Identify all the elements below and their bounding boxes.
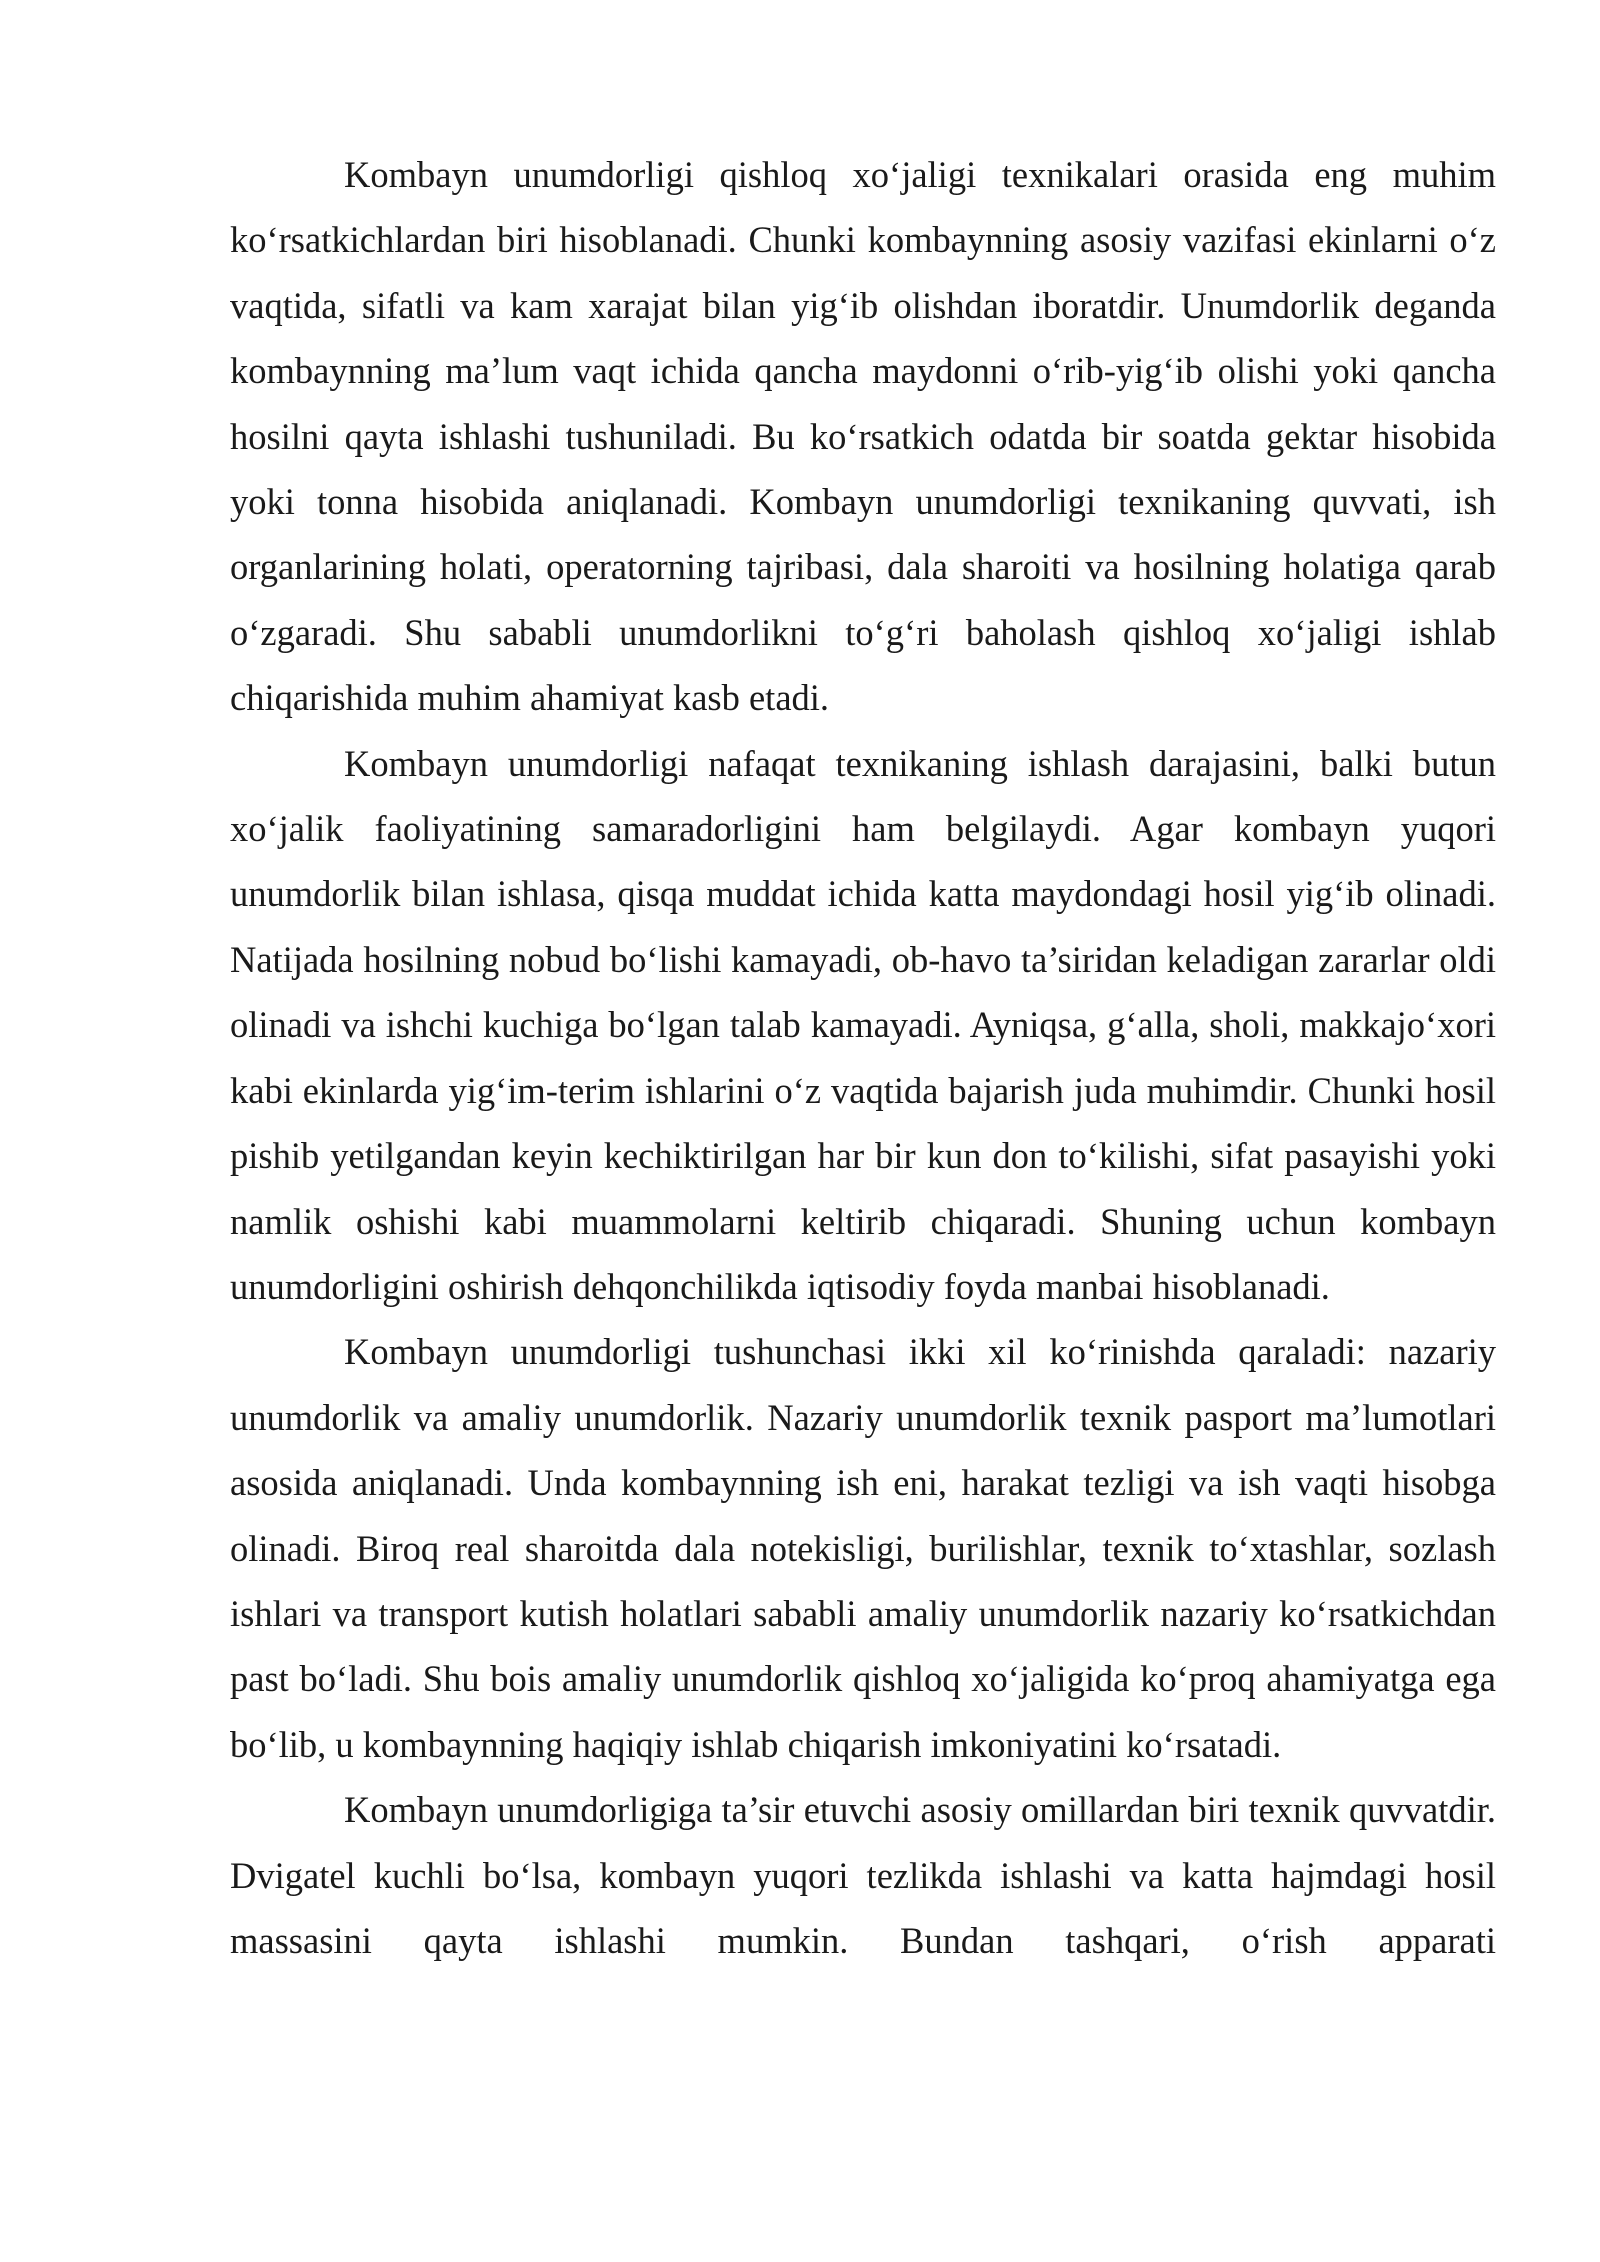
paragraph: Kombayn unumdorligiga ta’sir etuvchi asosiy omillardan biri texnik quvvatdir. Dvigatel kuchli bo‘lsa, kombayn yuqori tezlikda ishlashi va katta hajmdagi hosil massasini qayta ishlashi mumkin. Bundan tashqari, o‘rish apparati	[230, 1789, 1496, 1961]
paragraph: Kombayn unumdorligi tushunchasi ikki xil ko‘rinishda qaraladi: nazariy unumdorlik va amaliy unumdorlik. Nazariy unumdorlik texnik pasport ma’lumotlari asosida aniqlanadi. Unda kombaynning ish eni, harakat tezligi va ish vaqti hisobga olinadi. Biroq real sharoitda dala notekisligi, burilishlar, texnik to‘xtashlar, sozlash ishlari va transport kutish holatlari sababli amaliy unumdorlik nazariy ko‘rsatkichdan past bo‘ladi. Shu bois amaliy unumdorlik qishloq xo‘jaligida ko‘proq ahamiyatga ega bo‘lib, u kombaynning haqiqiy ishlab chiqarish imkoniyatini ko‘rsatadi.	[230, 1331, 1496, 1765]
document-page	[230, 142, 1496, 1973]
paragraph: Kombayn unumdorligi qishloq xo‘jaligi texnikalari orasida eng muhim ko‘rsatkichlardan biri hisoblanadi. Chunki kombaynning asosiy vazifasi ekinlarni o‘z vaqtida, sifatli va kam xarajat bilan yig‘ib olishdan iboratdir. Unumdorlik deganda kombaynning ma’lum vaqt ichida qancha maydonni o‘rib-yig‘ib olishi yoki qancha hosilni qayta ishlashi tushuniladi. Bu ko‘rsatkich odatda bir soatda gektar hisobida yoki tonna hisobida aniqlanadi. Kombayn unumdorligi texnikaning quvvati, ish organlarining holati, operatorning tajribasi, dala sharoiti va hosilning holatiga qarab o‘zgaradi. Shu sababli unumdorlikni to‘g‘ri baholash qishloq xo‘jaligi ishlab chiqarishida muhim ahamiyat kasb etadi.	[230, 154, 1496, 719]
paragraph: Kombayn unumdorligi nafaqat texnikaning ishlash darajasini, balki butun xo‘jalik faoliyatining samaradorligini ham belgilaydi. Agar kombayn yuqori unumdorlik bilan ishlasa, qisqa muddat ichida katta maydondagi hosil yig‘ib olinadi. Natijada hosilning nobud bo‘lishi kamayadi, ob-havo ta’siridan keladigan zararlar oldi olinadi va ishchi kuchiga bo‘lgan talab kamayadi. Ayniqsa, g‘alla, sholi, makkajo‘xori kabi ekinlarda yig‘im-terim ishlarini o‘z vaqtida bajarish juda muhimdir. Chunki hosil pishib yetilgandan keyin kechiktirilgan har bir kun don to‘kilishi, sifat pasayishi yoki namlik oshishi kabi muammolarni keltirib chiqaradi. Shuning uchun kombayn unumdorligini oshirish dehqonchilikda iqtisodiy foyda manbai hisoblanadi.	[230, 742, 1496, 1307]
